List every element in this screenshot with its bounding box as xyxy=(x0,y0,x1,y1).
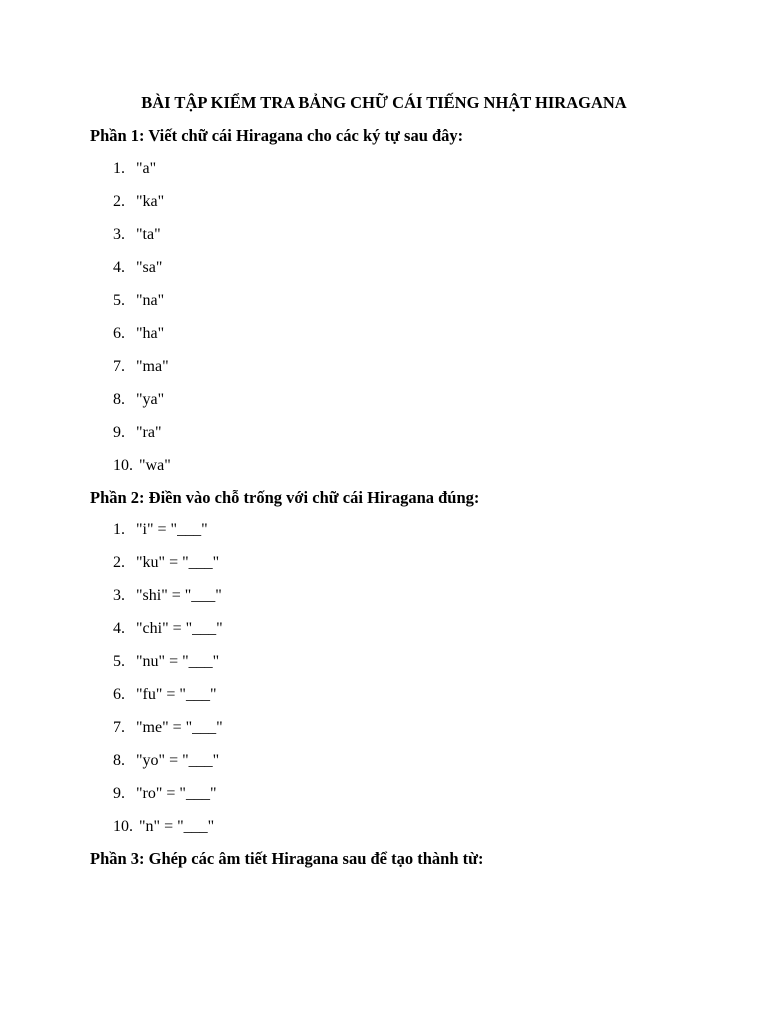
item-number: 3. xyxy=(113,587,125,604)
item-text: "shi" = "___" xyxy=(136,587,222,604)
item-text: "fu" = "___" xyxy=(136,686,217,703)
item-number: 2. xyxy=(113,193,125,210)
item-text: "a" xyxy=(136,160,157,177)
item-text: "ka" xyxy=(136,193,165,210)
item-text: "nu" = "___" xyxy=(136,653,220,670)
list-item xyxy=(0,618,768,651)
list-item xyxy=(0,290,768,323)
item-number: 7. xyxy=(113,358,125,375)
item-text: "n" = "___" xyxy=(139,818,215,835)
item-number: 7. xyxy=(113,719,125,736)
part1-heading: Phần 1: Viết chữ cái Hiragana cho các ký tự sau đây: xyxy=(90,126,464,145)
list-item xyxy=(0,323,768,356)
item-number: 9. xyxy=(113,424,125,441)
part3-heading: Phần 3: Ghép các âm tiết Hiragana sau để tạo thành từ: xyxy=(90,849,484,868)
list-item xyxy=(0,783,768,816)
item-number: 4. xyxy=(113,259,125,276)
list-item xyxy=(0,717,768,750)
item-number: 2. xyxy=(113,554,125,571)
item-text: "ro" = "___" xyxy=(136,785,217,802)
item-text: "chi" = "___" xyxy=(136,620,223,637)
list-item xyxy=(0,585,768,618)
item-text: "i" = "___" xyxy=(136,521,208,538)
list-item xyxy=(0,750,768,783)
list-item xyxy=(0,389,768,422)
item-number: 3. xyxy=(113,226,125,243)
item-number: 6. xyxy=(113,325,125,342)
part2-heading: Phần 2: Điền vào chỗ trống với chữ cái Hiragana đúng: xyxy=(90,488,480,507)
item-number: 9. xyxy=(113,785,125,802)
item-number: 8. xyxy=(113,752,125,769)
item-text: "na" xyxy=(136,292,165,309)
item-number: 5. xyxy=(113,292,125,309)
item-text: "ha" xyxy=(136,325,165,342)
list-item xyxy=(0,158,768,191)
item-number: 1. xyxy=(113,521,125,538)
part2-list xyxy=(0,519,768,849)
list-item xyxy=(0,651,768,684)
list-item xyxy=(0,191,768,224)
list-item xyxy=(0,519,768,552)
item-number: 4. xyxy=(113,620,125,637)
item-text: "me" = "___" xyxy=(136,719,223,736)
item-number: 5. xyxy=(113,653,125,670)
item-text: "ku" = "___" xyxy=(136,554,220,571)
item-text: "yo" = "___" xyxy=(136,752,220,769)
item-number: 6. xyxy=(113,686,125,703)
item-text: "ma" xyxy=(136,358,169,375)
item-number: 10. xyxy=(113,457,133,474)
item-number: 1. xyxy=(113,160,125,177)
item-text: "sa" xyxy=(136,259,163,276)
part1-list xyxy=(0,158,768,488)
list-item xyxy=(0,816,768,849)
item-text: "ta" xyxy=(136,226,161,243)
list-item xyxy=(0,224,768,257)
item-number: 10. xyxy=(113,818,133,835)
item-number: 8. xyxy=(113,391,125,408)
list-item xyxy=(0,356,768,389)
list-item xyxy=(0,455,768,488)
list-item xyxy=(0,684,768,717)
list-item xyxy=(0,422,768,455)
item-text: "ya" xyxy=(136,391,165,408)
list-item xyxy=(0,257,768,290)
item-text: "ra" xyxy=(136,424,162,441)
list-item xyxy=(0,552,768,585)
page-title: BÀI TẬP KIỂM TRA BẢNG CHỮ CÁI TIẾNG NHẬT HIRAGANA xyxy=(141,93,627,112)
item-text: "wa" xyxy=(139,457,171,474)
